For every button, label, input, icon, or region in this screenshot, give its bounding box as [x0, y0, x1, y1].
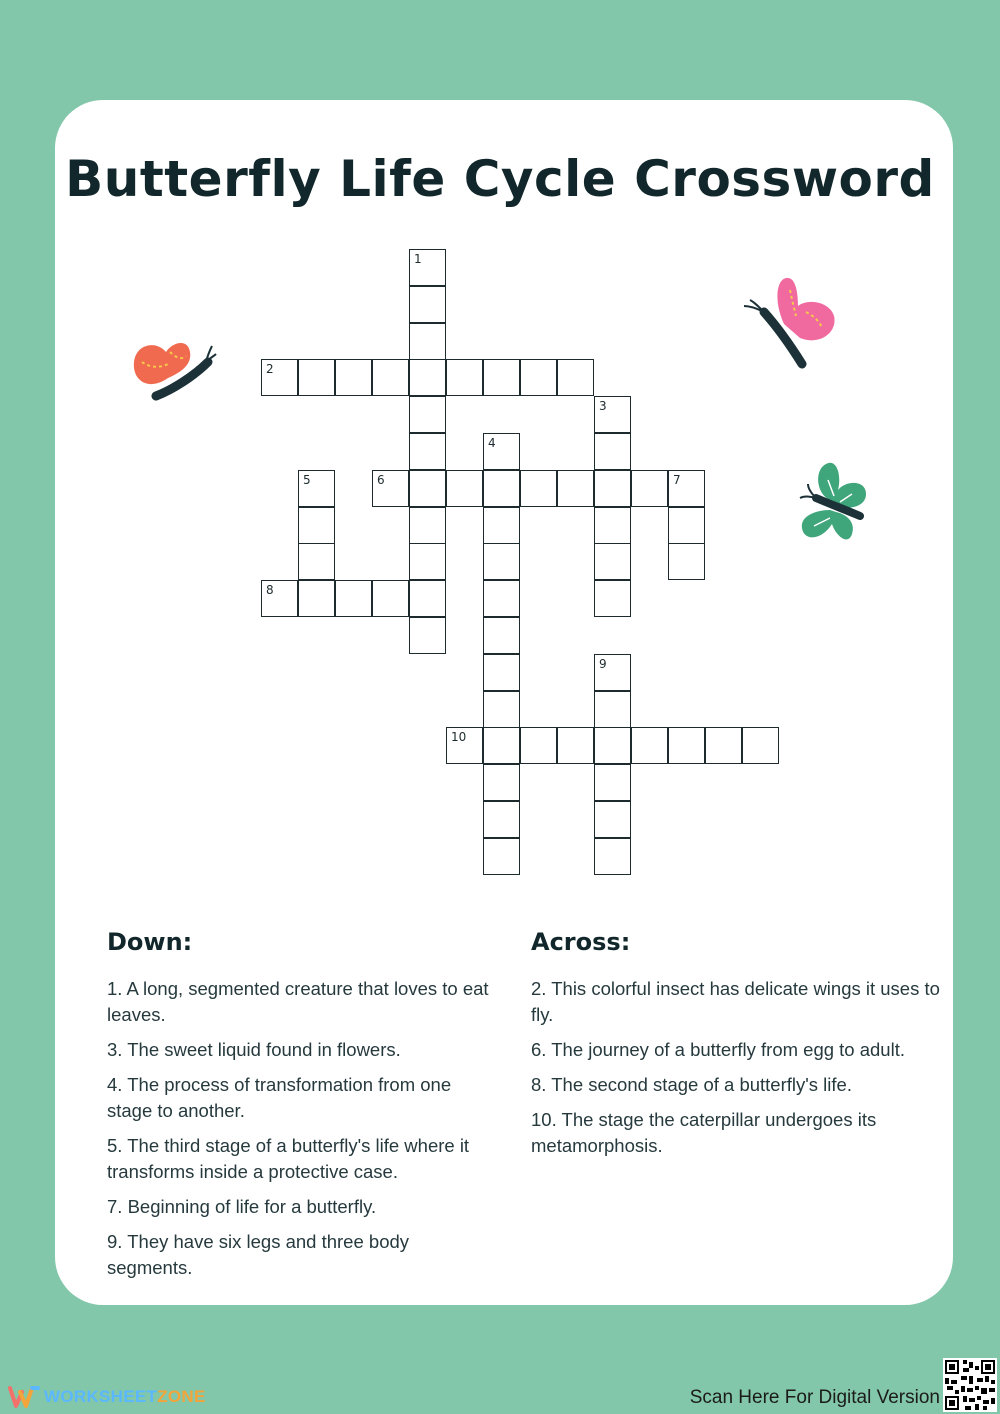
crossword-cell[interactable] — [483, 580, 520, 617]
crossword-cell[interactable] — [298, 507, 335, 544]
crossword-cell[interactable] — [668, 727, 705, 764]
orange-butterfly-icon — [128, 332, 218, 408]
crossword-cell[interactable] — [705, 727, 742, 764]
brand-name-accent: ZONE — [157, 1387, 206, 1406]
down-clue: 3. The sweet liquid found in flowers. — [107, 1039, 401, 1060]
crossword-cell[interactable] — [594, 507, 631, 544]
crossword-cell[interactable] — [483, 617, 520, 654]
crossword-cell[interactable] — [557, 470, 594, 507]
crossword-cell[interactable] — [372, 359, 409, 396]
clue-number: 4 — [488, 436, 496, 450]
crossword-cell[interactable] — [409, 433, 446, 470]
crossword-cell[interactable] — [594, 654, 631, 691]
down-clue: 5. The third stage of a butterfly's life where it transforms inside a protective case. — [107, 1135, 470, 1182]
crossword-cell[interactable] — [594, 838, 631, 875]
across-clue: 2. This colorful insect has delicate wings it uses to fly. — [531, 978, 940, 1025]
crossword-cell[interactable] — [298, 580, 335, 617]
clue-number: 7 — [673, 472, 681, 487]
crossword-cell[interactable] — [409, 617, 446, 654]
pink-butterfly-icon — [740, 272, 840, 372]
crossword-cell[interactable] — [483, 470, 520, 507]
crossword-cell[interactable] — [631, 727, 668, 764]
brand-name-main: WORKSHEET — [44, 1387, 158, 1406]
brand-logo[interactable] — [8, 1382, 206, 1412]
crossword-cell[interactable] — [594, 433, 631, 470]
crossword-cell[interactable] — [409, 507, 446, 544]
across-clue: 6. The journey of a butterfly from egg to adult. — [531, 1039, 905, 1060]
clue-number: 3 — [599, 399, 607, 414]
crossword-cell[interactable] — [594, 470, 631, 507]
crossword-cell[interactable] — [298, 543, 335, 580]
crossword-cell[interactable] — [594, 691, 631, 728]
down-clue: 4. The process of transformation from one stage to another. — [107, 1074, 452, 1121]
crossword-cell[interactable] — [594, 580, 631, 617]
down-heading: Down: — [107, 928, 193, 956]
crossword-cell[interactable] — [483, 433, 520, 470]
crossword-cell[interactable] — [261, 359, 298, 396]
down-clue: 9. They have six legs and three body segments. — [107, 1231, 410, 1278]
crossword-cell[interactable] — [520, 359, 557, 396]
crossword-cell[interactable] — [446, 470, 483, 507]
crossword-cell[interactable] — [668, 470, 705, 507]
crossword-cell[interactable] — [335, 580, 372, 617]
crossword-cell[interactable] — [483, 801, 520, 838]
crossword-cell[interactable] — [557, 359, 594, 396]
crossword-cell[interactable] — [594, 801, 631, 838]
clue-number: 6 — [377, 472, 385, 487]
crossword-cell[interactable] — [742, 727, 779, 764]
clue-number: 9 — [599, 656, 607, 671]
crossword-cell[interactable] — [594, 396, 631, 433]
across-heading: Across: — [531, 928, 631, 956]
crossword-cell[interactable] — [298, 359, 335, 396]
green-butterfly-icon — [796, 460, 870, 546]
crossword-cell[interactable] — [446, 727, 483, 764]
crossword-cell[interactable] — [483, 543, 520, 580]
crossword-cell[interactable] — [594, 543, 631, 580]
down-clue: 7. Beginning of life for a butterfly. — [107, 1196, 377, 1217]
across-clue: 8. The second stage of a butterfly's life. — [531, 1074, 852, 1095]
crossword-cell[interactable] — [668, 543, 705, 580]
clue-number: 2 — [266, 362, 274, 377]
qr-code-icon[interactable] — [943, 1358, 997, 1412]
crossword-cell[interactable] — [409, 543, 446, 580]
clue-number: 1 — [414, 252, 422, 266]
crossword-cell[interactable] — [446, 359, 483, 396]
crossword-cell[interactable] — [483, 727, 520, 764]
crossword-cell[interactable] — [409, 396, 446, 433]
brand-name — [44, 1387, 206, 1407]
crossword-cell[interactable] — [409, 470, 446, 507]
crossword-cell[interactable] — [409, 359, 446, 396]
clue-number: 10 — [451, 730, 467, 745]
crossword-cell[interactable] — [483, 507, 520, 544]
down-clue-list — [107, 976, 492, 1290]
crossword-cell[interactable] — [261, 580, 298, 617]
scan-label: Scan Here For Digital Version — [689, 1387, 940, 1408]
page-title: Butterfly Life Cycle Crossword — [65, 150, 935, 208]
crossword-cell[interactable] — [483, 838, 520, 875]
clue-number: 5 — [303, 472, 311, 487]
crossword-cell[interactable] — [557, 727, 594, 764]
crossword-cell[interactable] — [483, 654, 520, 691]
crossword-cell[interactable] — [594, 727, 631, 764]
worksheetzone-logo-icon — [8, 1384, 40, 1410]
crossword-cell[interactable] — [483, 359, 520, 396]
crossword-cell[interactable] — [298, 470, 335, 507]
down-clue: 1. A long, segmented creature that loves to eat leaves. — [107, 978, 489, 1025]
crossword-cell[interactable] — [520, 727, 557, 764]
crossword-cell[interactable] — [631, 470, 668, 507]
crossword-cell[interactable] — [372, 470, 409, 507]
crossword-cell[interactable] — [520, 470, 557, 507]
across-clue-list — [531, 976, 941, 1168]
crossword-cell[interactable] — [409, 286, 446, 323]
clue-number: 8 — [266, 583, 274, 598]
crossword-cell[interactable] — [409, 580, 446, 617]
crossword-cell[interactable] — [594, 764, 631, 801]
crossword-cell[interactable] — [409, 323, 446, 360]
crossword-cell[interactable] — [372, 580, 409, 617]
crossword-cell[interactable] — [483, 691, 520, 728]
crossword-cell[interactable] — [335, 359, 372, 396]
crossword-cell[interactable] — [409, 249, 446, 286]
crossword-cell[interactable] — [668, 507, 705, 544]
crossword-cell[interactable] — [483, 764, 520, 801]
across-clue: 10. The stage the caterpillar undergoes its metamorphosis. — [531, 1109, 877, 1156]
